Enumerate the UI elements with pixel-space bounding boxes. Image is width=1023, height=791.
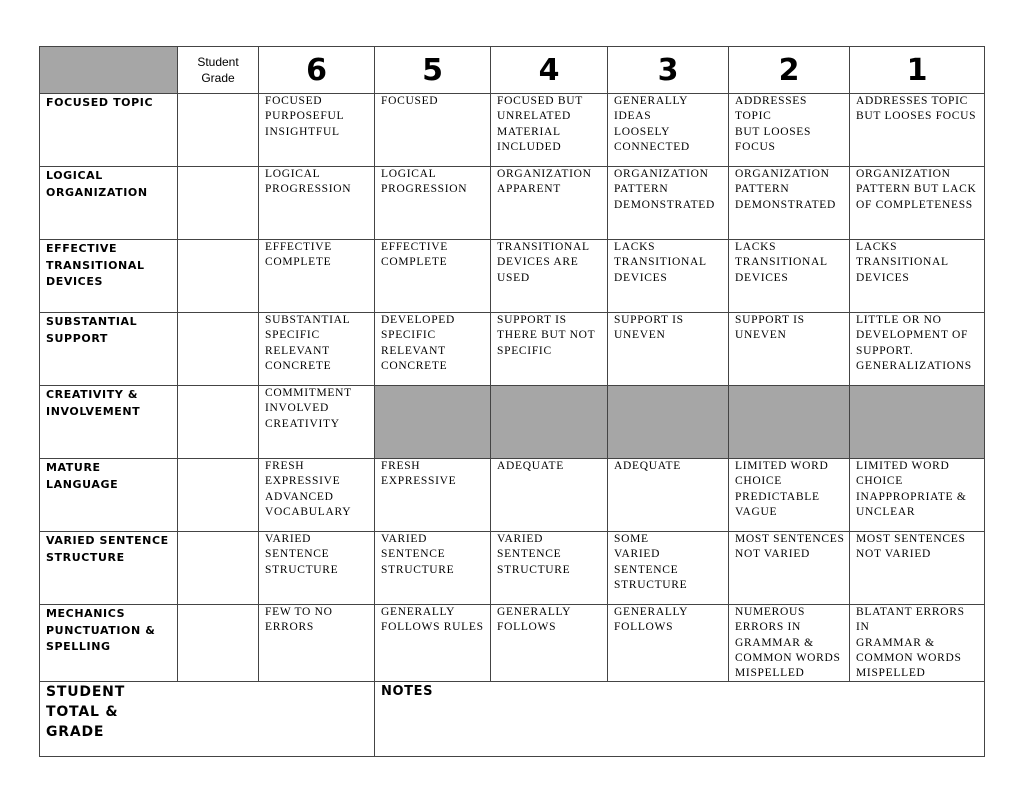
- descriptor-line: SUPPORT IS: [614, 314, 684, 326]
- descriptor-line: SPECIFIC: [381, 329, 436, 342]
- student-grade-cell[interactable]: [178, 313, 259, 386]
- student-grade-cell[interactable]: [178, 386, 259, 459]
- descriptor-line: ORGANIZATION: [735, 168, 830, 180]
- descriptor-cell: [850, 313, 985, 386]
- descriptor-line: LACKS: [735, 241, 777, 253]
- descriptor-line: BUT LOOSES: [735, 125, 812, 138]
- descriptor-cell: [850, 605, 985, 682]
- descriptor-line: ERRORS: [265, 621, 314, 634]
- descriptor-line: VOCABULARY: [265, 505, 352, 518]
- header-row: [40, 47, 985, 94]
- descriptor-line: PATTERN BUT LACK: [856, 183, 977, 196]
- descriptor-line: SPECIFIC: [265, 329, 320, 342]
- descriptor-line: VARIED: [265, 533, 312, 545]
- student-grade-cell[interactable]: [178, 167, 259, 240]
- notes-area[interactable]: [375, 682, 985, 757]
- criterion-label-line: LOGICAL: [46, 169, 103, 182]
- descriptor-line: ADEQUATE: [614, 460, 681, 472]
- total-label-line: TOTAL &: [46, 704, 119, 721]
- criterion-label-line: CREATIVITY &: [46, 388, 139, 401]
- descriptor-line: STRUCTURE: [381, 563, 455, 576]
- descriptor-cell: [375, 94, 491, 167]
- criterion-label-line: SPELLING: [46, 640, 111, 653]
- student-grade-cell[interactable]: [178, 94, 259, 167]
- descriptor-line: RELEVANT: [381, 344, 446, 357]
- descriptor-line: LIMITED WORD: [856, 460, 950, 472]
- student-grade-cell[interactable]: [178, 240, 259, 313]
- total-label-line: STUDENT: [46, 684, 126, 701]
- descriptor-line: THERE BUT NOT: [497, 329, 596, 342]
- descriptor-cell: [608, 94, 729, 167]
- descriptor-line: COMMON WORDS: [856, 651, 962, 664]
- descriptor-line: LOGICAL: [265, 168, 321, 180]
- descriptor-cell: [850, 532, 985, 605]
- descriptor-line: ADDRESSES TOPIC: [856, 95, 969, 107]
- criterion-label-line: SUPPORT: [46, 331, 109, 345]
- descriptor-cell: [491, 240, 608, 313]
- descriptor-line: CONCRETE: [265, 359, 332, 372]
- descriptor-line: LITTLE OR NO: [856, 314, 942, 326]
- descriptor-line: SUPPORT IS: [735, 314, 805, 326]
- descriptor-cell: [491, 459, 608, 532]
- criterion-label-line: LANGUAGE: [46, 477, 119, 491]
- descriptor-line: FOCUS: [735, 140, 776, 153]
- descriptor-cell: [259, 167, 375, 240]
- student-grade-cell[interactable]: [178, 532, 259, 605]
- descriptor-line: GENERALLY: [614, 606, 689, 618]
- descriptor-line: DEMONSTRATED: [735, 198, 837, 211]
- descriptor-line: DEVELOPMENT OF: [856, 329, 969, 342]
- criterion-label-line: MATURE: [46, 461, 101, 474]
- descriptor-cell: [259, 240, 375, 313]
- student-grade-cell[interactable]: [178, 459, 259, 532]
- descriptor-line: LACKS: [856, 241, 898, 253]
- descriptor-line: ADEQUATE: [497, 460, 564, 472]
- descriptor-line: INSIGHTFUL: [265, 125, 340, 138]
- score-header-2: 2: [729, 47, 850, 94]
- descriptor-line: FRESH: [381, 460, 421, 472]
- descriptor-line: PROGRESSION: [381, 183, 468, 196]
- descriptor-line: MOST SENTENCES: [735, 533, 845, 545]
- descriptor-cell: [375, 313, 491, 386]
- descriptor-line: CONCRETE: [381, 359, 448, 372]
- descriptor-cell: [729, 313, 850, 386]
- descriptor-cell: [850, 167, 985, 240]
- shaded-cell: [375, 386, 491, 459]
- descriptor-cell: [491, 532, 608, 605]
- descriptor-cell: [259, 386, 375, 459]
- descriptor-line: DEVICES ARE: [497, 256, 579, 269]
- criterion-label: [40, 94, 178, 167]
- descriptor-line: NUMEROUS: [735, 606, 806, 618]
- shaded-cell: [491, 386, 608, 459]
- descriptor-line: EFFECTIVE: [265, 241, 332, 253]
- rubric-row: [40, 167, 985, 240]
- descriptor-line: ORGANIZATION: [856, 168, 951, 180]
- criterion-label-line: STRUCTURE: [46, 550, 125, 564]
- descriptor-cell: [375, 459, 491, 532]
- criterion-label-line: MECHANICS: [46, 607, 126, 620]
- descriptor-line: SOME: [614, 533, 649, 545]
- descriptor-line: FRESH: [265, 460, 305, 472]
- descriptor-line: TRANSITIONAL: [856, 256, 949, 269]
- descriptor-cell: [608, 167, 729, 240]
- descriptor-line: EXPRESSIVE: [265, 475, 341, 488]
- descriptor-line: COMPLETE: [265, 256, 332, 269]
- rubric-row: [40, 386, 985, 459]
- descriptor-line: LIMITED WORD: [735, 460, 829, 472]
- descriptor-cell: [491, 167, 608, 240]
- descriptor-cell: [375, 240, 491, 313]
- student-total-label: [40, 682, 375, 757]
- descriptor-line: APPARENT: [497, 183, 561, 196]
- shaded-cell: [850, 386, 985, 459]
- descriptor-line: PROGRESSION: [265, 183, 352, 196]
- descriptor-line: UNRELATED: [497, 110, 572, 123]
- score-header-5: 5: [375, 47, 491, 94]
- descriptor-cell: [729, 167, 850, 240]
- descriptor-line: SENTENCE: [614, 563, 679, 576]
- student-grade-header-line: Student: [197, 55, 239, 69]
- descriptor-line: COMMITMENT: [265, 387, 352, 399]
- descriptor-line: VARIED: [497, 533, 544, 545]
- descriptor-line: LOGICAL: [381, 168, 437, 180]
- descriptor-line: ADVANCED: [265, 490, 334, 503]
- descriptor-line: UNCLEAR: [856, 505, 916, 518]
- descriptor-cell: [375, 605, 491, 682]
- descriptor-cell: [375, 167, 491, 240]
- descriptor-cell: [729, 605, 850, 682]
- descriptor-cell: [729, 459, 850, 532]
- score-header-1: 1: [850, 47, 985, 94]
- descriptor-line: TRANSITIONAL: [735, 256, 828, 269]
- descriptor-line: FOLLOWS: [497, 621, 557, 634]
- descriptor-line: CONNECTED: [614, 140, 690, 153]
- descriptor-line: DEMONSTRATED: [614, 198, 716, 211]
- criterion-label-line: PUNCTUATION &: [46, 623, 156, 637]
- rubric-row: [40, 240, 985, 313]
- descriptor-line: DEVICES: [856, 271, 910, 284]
- descriptor-cell: [259, 605, 375, 682]
- criterion-label-line: ORGANIZATION: [46, 185, 148, 199]
- descriptor-line: VARIED: [381, 533, 428, 545]
- descriptor-line: NOT VARIED: [856, 548, 932, 561]
- criterion-label-line: VARIED SENTENCE: [46, 534, 169, 547]
- descriptor-cell: [608, 313, 729, 386]
- descriptor-cell: [259, 459, 375, 532]
- descriptor-line: VAGUE: [735, 505, 778, 518]
- rubric-row: [40, 605, 985, 682]
- descriptor-line: USED: [497, 271, 530, 284]
- descriptor-line: COMMON WORDS: [735, 651, 841, 664]
- descriptor-cell: [608, 605, 729, 682]
- descriptor-line: PREDICTABLE: [735, 490, 820, 503]
- criterion-label: [40, 459, 178, 532]
- criterion-label: [40, 313, 178, 386]
- descriptor-cell: [375, 532, 491, 605]
- criterion-label-line: SUBSTANTIAL: [46, 315, 138, 328]
- header-corner-cell: [40, 47, 178, 94]
- descriptor-cell: [608, 240, 729, 313]
- descriptor-line: RELEVANT: [265, 344, 330, 357]
- rubric-row: [40, 313, 985, 386]
- descriptor-line: FOLLOWS RULES: [381, 621, 484, 634]
- descriptor-cell: [850, 459, 985, 532]
- score-header-4: 4: [491, 47, 608, 94]
- descriptor-line: CREATIVITY: [265, 417, 340, 430]
- descriptor-line: BUT LOOSES FOCUS: [856, 110, 977, 123]
- criterion-label: [40, 240, 178, 313]
- shaded-cell: [608, 386, 729, 459]
- student-grade-cell[interactable]: [178, 605, 259, 682]
- descriptor-line: GENERALIZATIONS: [856, 359, 972, 372]
- descriptor-line: UNEVEN: [614, 329, 666, 342]
- descriptor-line: CHOICE: [735, 475, 783, 488]
- descriptor-line: GENERALLY: [497, 606, 572, 618]
- descriptor-cell: [491, 605, 608, 682]
- descriptor-cell: [259, 313, 375, 386]
- criterion-label: [40, 386, 178, 459]
- descriptor-cell: [608, 532, 729, 605]
- descriptor-line: FOLLOWS: [614, 621, 674, 634]
- criterion-label-line: EFFECTIVE: [46, 242, 118, 255]
- shaded-cell: [729, 386, 850, 459]
- descriptor-line: VARIED: [614, 548, 661, 561]
- rubric-row: [40, 94, 985, 167]
- descriptor-line: STRUCTURE: [614, 578, 688, 591]
- descriptor-line: NOT VARIED: [735, 548, 811, 561]
- descriptor-line: MISPELLED: [735, 667, 805, 680]
- descriptor-line: EXPRESSIVE: [381, 475, 457, 488]
- descriptor-line: BLATANT ERRORS IN: [856, 606, 965, 634]
- descriptor-line: UNEVEN: [735, 329, 787, 342]
- descriptor-line: SENTENCE: [497, 548, 562, 561]
- rubric-row: [40, 459, 985, 532]
- descriptor-line: ORGANIZATION: [614, 168, 709, 180]
- descriptor-line: PATTERN: [735, 183, 790, 196]
- descriptor-line: GRAMMAR &: [735, 636, 814, 649]
- descriptor-cell: [259, 94, 375, 167]
- descriptor-line: GENERALLY: [381, 606, 456, 618]
- descriptor-line: LACKS: [614, 241, 656, 253]
- rubric-table: [39, 46, 985, 757]
- descriptor-line: SENTENCE: [381, 548, 446, 561]
- descriptor-line: PATTERN: [614, 183, 669, 196]
- descriptor-line: MISPELLED: [856, 667, 926, 680]
- descriptor-line: ORGANIZATION: [497, 168, 592, 180]
- descriptor-line: INVOLVED: [265, 402, 329, 415]
- descriptor-line: EFFECTIVE: [381, 241, 448, 253]
- descriptor-line: CHOICE: [856, 475, 904, 488]
- descriptor-line: FOCUSED BUT: [497, 95, 583, 107]
- descriptor-line: SENTENCE: [265, 548, 330, 561]
- descriptor-line: MOST SENTENCES: [856, 533, 966, 545]
- descriptor-line: SUBSTANTIAL: [265, 314, 351, 326]
- descriptor-line: STRUCTURE: [497, 563, 571, 576]
- student-grade-header: [178, 47, 259, 94]
- descriptor-cell: [491, 94, 608, 167]
- descriptor-line: FOCUSED: [381, 95, 439, 107]
- score-header-3: 3: [608, 47, 729, 94]
- descriptor-line: SPECIFIC: [497, 344, 552, 357]
- descriptor-cell: [729, 94, 850, 167]
- descriptor-line: ERRORS IN: [735, 621, 802, 634]
- descriptor-line: FOCUSED: [265, 95, 323, 107]
- criterion-label: [40, 605, 178, 682]
- descriptor-line: DEVICES: [614, 271, 668, 284]
- descriptor-line: DEVELOPED: [381, 314, 456, 326]
- score-header-6: 6: [259, 47, 375, 94]
- student-grade-header-line: Grade: [201, 71, 235, 85]
- descriptor-line: TRANSITIONAL: [614, 256, 707, 269]
- criterion-label-line: INVOLVEMENT: [46, 404, 141, 418]
- descriptor-line: INCLUDED: [497, 140, 562, 153]
- descriptor-cell: [608, 459, 729, 532]
- descriptor-cell: [850, 240, 985, 313]
- descriptor-line: COMPLETE: [381, 256, 448, 269]
- descriptor-line: FEW TO NO: [265, 606, 333, 618]
- descriptor-line: LOOSELY: [614, 125, 671, 138]
- descriptor-line: OF COMPLETENESS: [856, 198, 973, 211]
- descriptor-line: TRANSITIONAL: [497, 241, 590, 253]
- rubric-row: [40, 532, 985, 605]
- criterion-label: [40, 167, 178, 240]
- descriptor-line: STRUCTURE: [265, 563, 339, 576]
- descriptor-line: DEVICES: [735, 271, 789, 284]
- footer-row: [40, 682, 985, 757]
- notes-label: NOTES: [381, 684, 434, 700]
- descriptor-line: SUPPORT.: [856, 344, 914, 357]
- criterion-label-line: TRANSITIONAL: [46, 258, 145, 272]
- descriptor-line: ADDRESSES TOPIC: [735, 95, 808, 123]
- criterion-label: [40, 532, 178, 605]
- descriptor-cell: [259, 532, 375, 605]
- descriptor-line: GRAMMAR &: [856, 636, 935, 649]
- descriptor-line: GENERALLY IDEAS: [614, 95, 688, 123]
- criterion-label-line: FOCUSED TOPIC: [46, 96, 154, 109]
- descriptor-line: INAPPROPRIATE &: [856, 490, 967, 503]
- descriptor-cell: [729, 532, 850, 605]
- criterion-label-line: DEVICES: [46, 275, 103, 288]
- descriptor-cell: [850, 94, 985, 167]
- descriptor-line: PURPOSEFUL: [265, 110, 345, 123]
- descriptor-cell: [729, 240, 850, 313]
- descriptor-line: SUPPORT IS: [497, 314, 567, 326]
- descriptor-cell: [491, 313, 608, 386]
- total-label-line: GRADE: [46, 724, 105, 741]
- descriptor-line: MATERIAL: [497, 125, 561, 138]
